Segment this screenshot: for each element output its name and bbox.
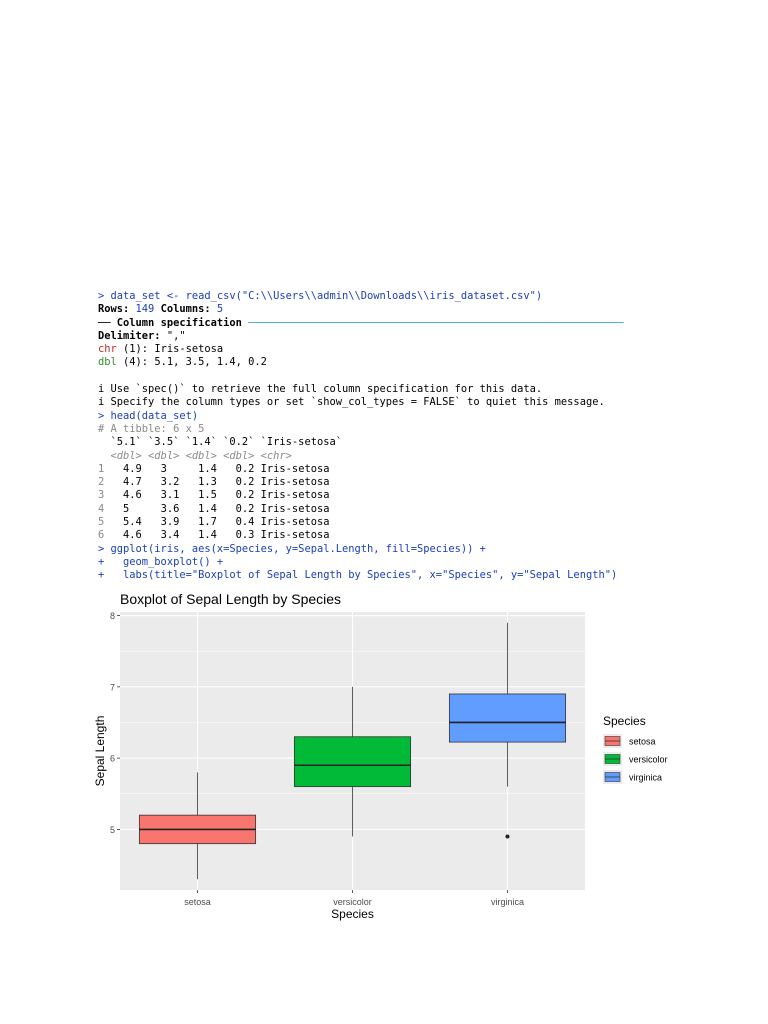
tibble-types-row: <dbl> <dbl> <dbl> <dbl> <chr>	[98, 449, 292, 462]
legend-entry-setosa	[603, 734, 656, 748]
row-values: 4.6 3.4 1.4 0.3 Iris-setosa	[104, 529, 330, 542]
x-axis-label: Species	[331, 907, 374, 921]
ggplot-command-line-2: + geom_boxplot() +	[98, 555, 224, 568]
dbl-spec-line	[98, 356, 698, 369]
chr-spec-rest: (1): Iris-setosa	[116, 343, 224, 356]
tibble-rows	[98, 463, 698, 543]
legend-label: virginica	[629, 772, 663, 783]
tibble-header-row: `5.1` `3.5` `1.4` `0.2` `Iris-setosa`	[98, 436, 342, 449]
row-values: 4.9 3 1.4 0.2 Iris-setosa	[104, 462, 330, 475]
delimiter-value: ","	[166, 329, 186, 342]
delimiter-label: Delimiter:	[98, 329, 167, 342]
row-number: 1	[98, 462, 105, 475]
chr-spec-line	[98, 343, 698, 356]
tibble-note: # A tibble: 6 x 5	[98, 422, 205, 435]
blank-line	[98, 370, 698, 383]
legend-entry-virginica	[603, 770, 662, 784]
r-console-output	[98, 290, 698, 583]
rows-label: Rows:	[98, 303, 136, 316]
legend-title: Species	[603, 714, 646, 728]
y-axis-label: Sepal Length	[93, 715, 107, 787]
dbl-type: dbl	[98, 356, 117, 369]
ggplot-command-line-3: + labs(title="Boxplot of Sepal Length by Species", x="Species", y="Sepal Length")	[98, 569, 618, 582]
delimiter-line	[98, 330, 698, 343]
column-spec-prefix: ──	[98, 316, 117, 329]
legend-entry-versicolor	[603, 752, 668, 766]
row-number: 4	[98, 502, 105, 515]
rows-columns-line	[98, 303, 698, 316]
column-spec-title: Column specification	[116, 316, 242, 329]
legend	[603, 714, 668, 784]
columns-value: 5	[216, 303, 224, 316]
column-spec-header	[98, 317, 698, 330]
rows-value: 149	[135, 303, 155, 316]
column-spec-rule: ────────────────────────────────────────────────────────────	[241, 316, 624, 329]
row-number: 3	[98, 489, 105, 502]
chr-type: chr	[98, 343, 117, 356]
ggplot-command-line-1: > ggplot(iris, aes(x=Species, y=Sepal.Length, fill=Species)) +	[98, 542, 486, 555]
row-values: 5.4 3.9 1.7 0.4 Iris-setosa	[104, 516, 330, 529]
legend-label: versicolor	[629, 754, 668, 765]
tibble-row	[98, 503, 698, 516]
box-body	[449, 694, 565, 742]
y-tick-label: 7	[109, 682, 115, 693]
row-values: 4.6 3.1 1.5 0.2 Iris-setosa	[104, 489, 330, 502]
y-tick-label: 5	[109, 824, 115, 835]
tibble-row	[98, 463, 698, 476]
boxplot-chart	[88, 586, 688, 926]
tibble-row	[98, 516, 698, 529]
x-tick-label: setosa	[184, 897, 211, 907]
y-tick-label: 6	[109, 753, 115, 764]
outlier-point	[506, 835, 510, 839]
row-values: 4.7 3.2 1.3 0.2 Iris-setosa	[104, 476, 330, 489]
info-message-spec: i Use `spec()` to retrieve the full column specification for this data.	[98, 383, 543, 396]
box-body	[294, 737, 410, 787]
read-csv-command: > data_set <- read_csv("C:\\Users\\admin\\Downloads\\iris_dataset.csv")	[98, 290, 543, 302]
row-number: 5	[98, 516, 105, 529]
row-number: 2	[98, 476, 105, 489]
y-tick-label: 8	[109, 611, 115, 622]
info-message-col-types: i Specify the column types or set `show_col_types = FALSE` to quiet this message.	[98, 396, 605, 409]
tibble-row	[98, 489, 698, 502]
legend-label: setosa	[629, 736, 656, 747]
row-number: 6	[98, 529, 105, 542]
tibble-row	[98, 476, 698, 489]
head-command: > head(data_set)	[98, 409, 199, 422]
x-tick-label: versicolor	[333, 897, 372, 907]
tibble-row	[98, 529, 698, 542]
dbl-spec-rest: (4): 5.1, 3.5, 1.4, 0.2	[116, 356, 267, 369]
columns-label: Columns:	[154, 303, 217, 316]
chart-title: Boxplot of Sepal Length by Species	[120, 591, 342, 607]
row-values: 5 3.6 1.4 0.2 Iris-setosa	[104, 502, 330, 515]
x-tick-label: virginica	[490, 897, 525, 907]
